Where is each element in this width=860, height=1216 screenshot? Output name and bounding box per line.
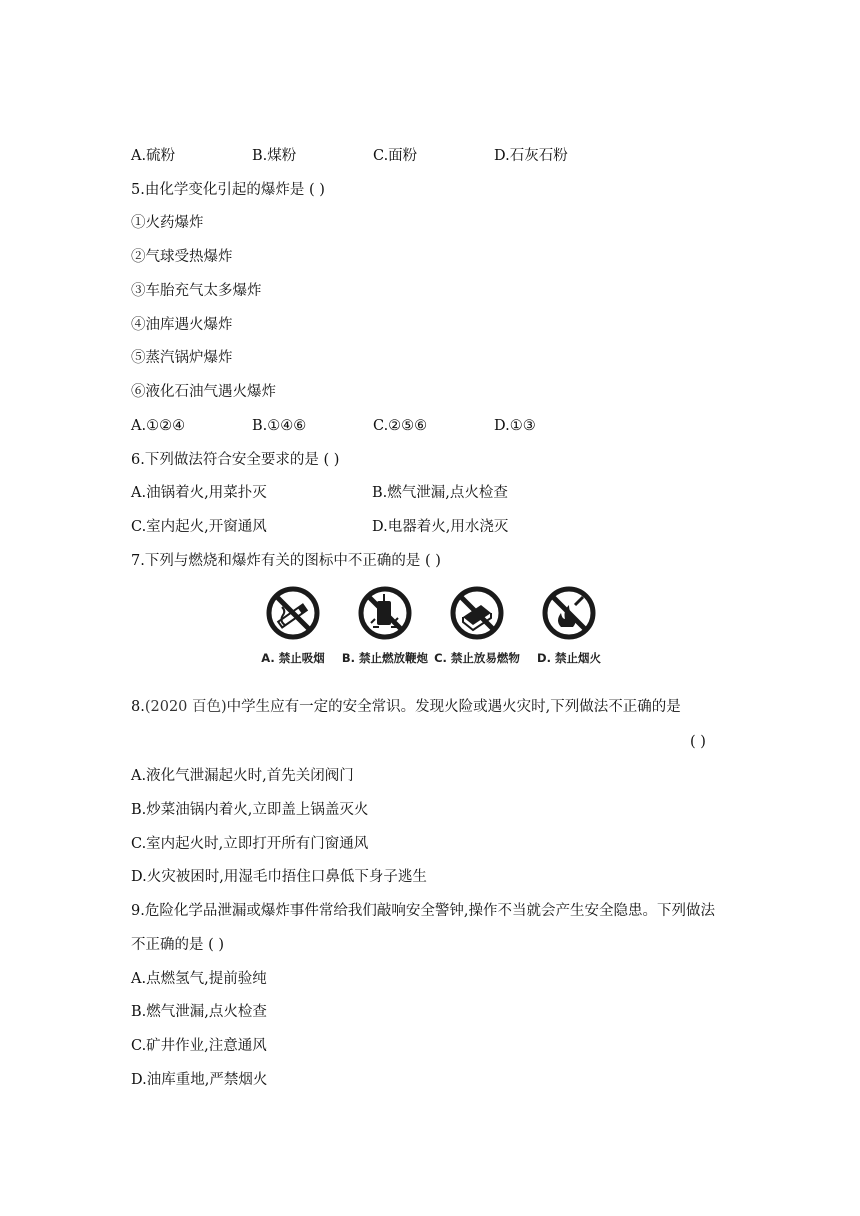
q5-option-a: A.①②④ bbox=[131, 418, 186, 434]
q5-item: ①火药爆炸 bbox=[131, 215, 204, 231]
q5-stem: 5.由化学变化引起的爆炸是 ( ) bbox=[131, 182, 325, 198]
q5-item: ④油库遇火爆炸 bbox=[131, 317, 233, 333]
q6-option-b: B.燃气泄漏,点火检查 bbox=[372, 485, 508, 501]
q8-option-d: D.火灾被困时,用湿毛巾捂住口鼻低下身子逃生 bbox=[131, 869, 427, 885]
sign-c-caption: C. 禁止放易燃物 bbox=[434, 651, 520, 665]
q6-stem: 6.下列做法符合安全要求的是 ( ) bbox=[131, 452, 340, 468]
sign-d-caption: D. 禁止烟火 bbox=[537, 651, 601, 665]
q8-stem-line bbox=[131, 697, 681, 717]
q8-stem: 中学生应有一定的安全常识。发现火险或遇火灾时,下列做法不正确的是 bbox=[226, 699, 681, 715]
q9-option-c: C.矿井作业,注意通风 bbox=[131, 1038, 267, 1054]
sign-a bbox=[248, 585, 338, 685]
sign-b bbox=[340, 585, 430, 685]
q9-option-a: A.点燃氢气,提前验纯 bbox=[131, 971, 267, 987]
q4-option-a: A.硫粉 bbox=[131, 148, 176, 164]
q7-sign-figure bbox=[248, 585, 618, 685]
q5-item: ⑥液化石油气遇火爆炸 bbox=[131, 384, 276, 400]
q6-option-a: A.油锅着火,用菜扑灭 bbox=[131, 485, 267, 501]
no-smoking-icon bbox=[265, 585, 321, 641]
no-firecrackers-icon bbox=[357, 585, 413, 641]
q5-item: ③车胎充气太多爆炸 bbox=[131, 283, 262, 299]
q8-source: (2020 百色) bbox=[144, 699, 227, 715]
q6-option-c: C.室内起火,开窗通风 bbox=[131, 519, 267, 535]
no-open-flame-icon bbox=[541, 585, 597, 641]
q7-stem: 7.下列与燃烧和爆炸有关的图标中不正确的是 ( ) bbox=[131, 553, 441, 569]
sign-b-caption: B. 禁止燃放鞭炮 bbox=[341, 651, 429, 665]
q5-option-c: C.②⑤⑥ bbox=[373, 418, 428, 434]
q4-option-d: D.石灰石粉 bbox=[494, 148, 568, 164]
q9-option-b: B.燃气泄漏,点火检查 bbox=[131, 1004, 267, 1020]
q5-option-d: D.①③ bbox=[494, 418, 536, 434]
q8-option-a: A.液化气泄漏起火时,首先关闭阀门 bbox=[131, 768, 354, 784]
no-flammables-icon bbox=[449, 585, 505, 641]
q6-option-d: D.电器着火,用水浇灭 bbox=[372, 519, 509, 535]
sign-d bbox=[524, 585, 614, 685]
q9-stem-line1: 9.危险化学品泄漏或爆炸事件常给我们敲响安全警钟,操作不当就会产生安全隐患。下列做法 bbox=[131, 903, 715, 919]
q5-option-b: B.①④⑥ bbox=[252, 418, 307, 434]
q8-number: 8. bbox=[131, 699, 145, 715]
sign-a-caption: A. 禁止吸烟 bbox=[261, 651, 325, 665]
q4-option-c: C.面粉 bbox=[373, 148, 418, 164]
q8-option-b: B.炒菜油锅内着火,立即盖上锅盖灭火 bbox=[131, 802, 369, 818]
q5-item: ⑤蒸汽锅炉爆炸 bbox=[131, 350, 233, 366]
q8-answer-paren: ( ) bbox=[690, 734, 706, 750]
q9-stem-line2: 不正确的是 ( ) bbox=[131, 937, 225, 953]
q4-option-b: B.煤粉 bbox=[252, 148, 297, 164]
q9-option-d: D.油库重地,严禁烟火 bbox=[131, 1072, 268, 1088]
sign-c bbox=[432, 585, 522, 685]
q8-option-c: C.室内起火时,立即打开所有门窗通风 bbox=[131, 836, 369, 852]
q5-item: ②气球受热爆炸 bbox=[131, 249, 233, 265]
